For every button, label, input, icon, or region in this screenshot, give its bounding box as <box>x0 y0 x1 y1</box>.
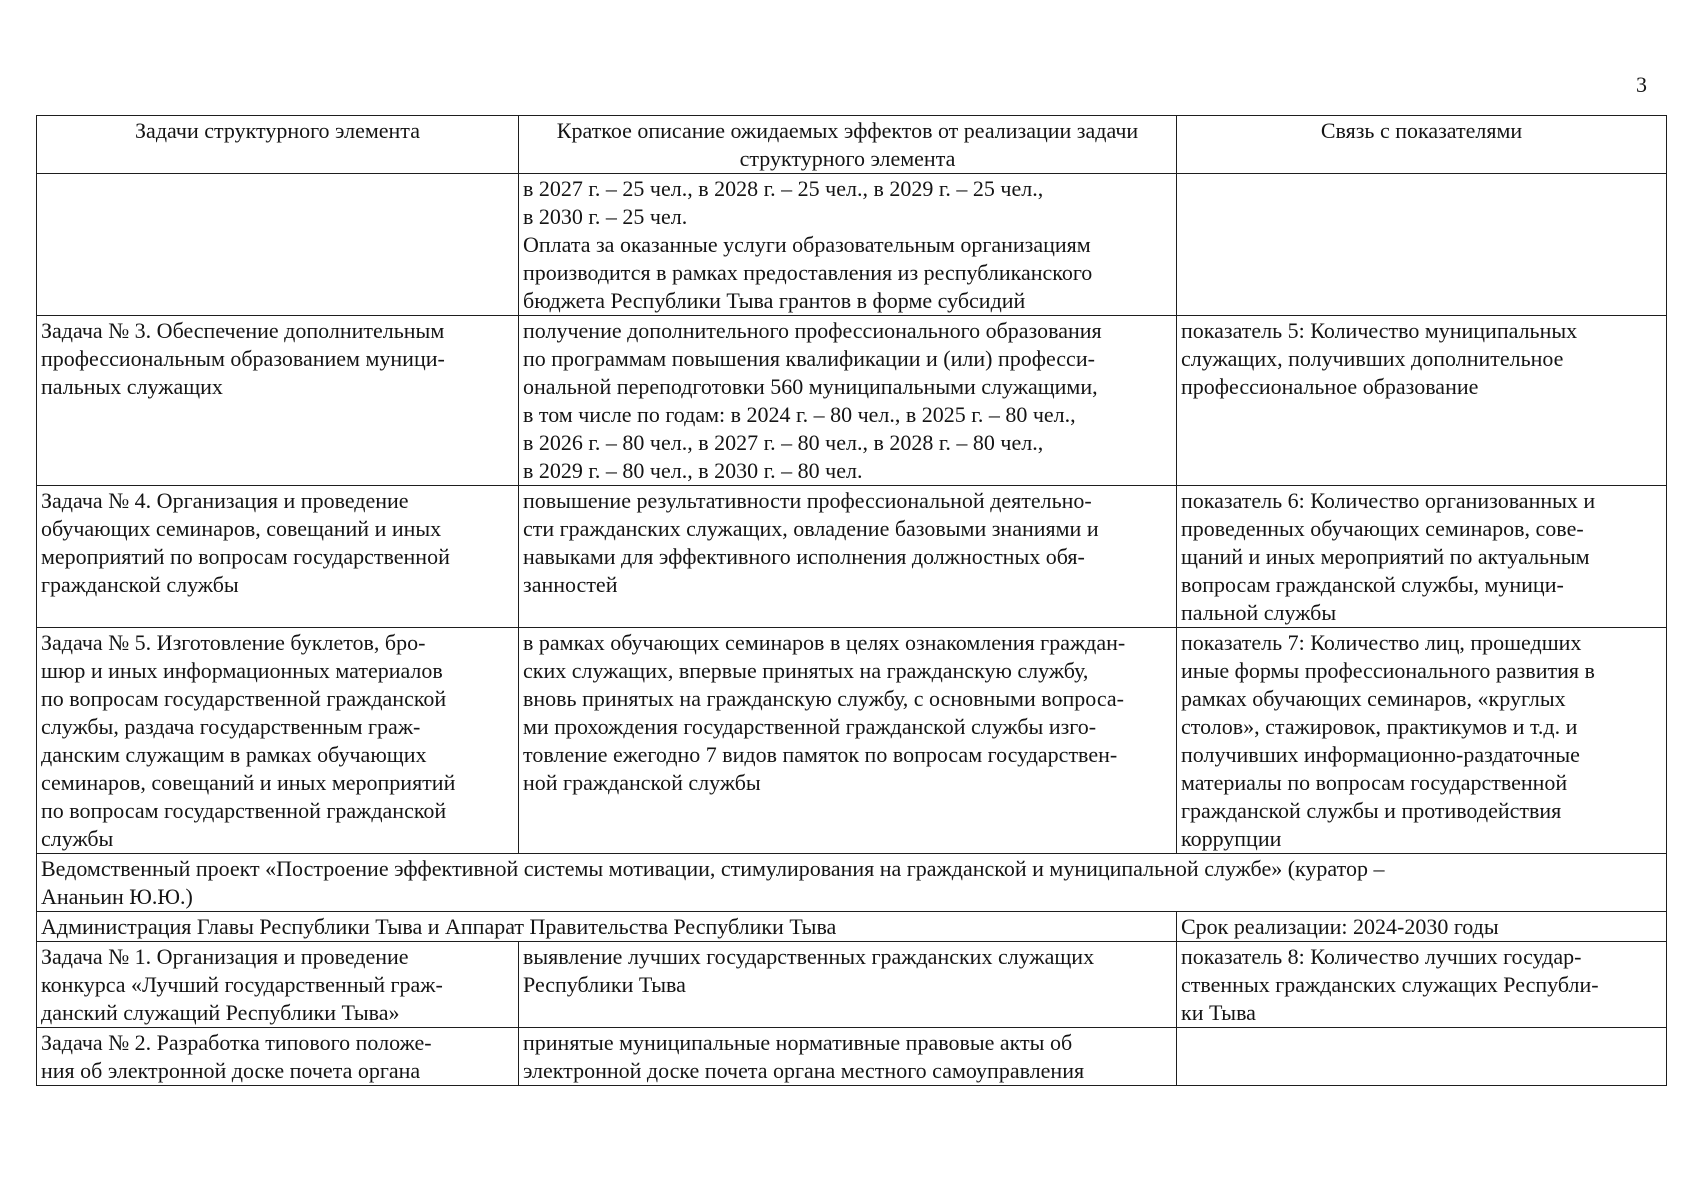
indicator-line: вопросам гражданской службы, муници- <box>1181 572 1564 597</box>
task-line: мероприятий по вопросам государственной <box>41 544 450 569</box>
task-line: Задача № 4. Организация и проведение <box>41 488 409 513</box>
indicator-line: коррупции <box>1181 826 1282 851</box>
effect-line: сти гражданских служащих, овладение базовыми знаниями и <box>523 516 1099 541</box>
task-line: Задача № 2. Разработка типового положе- <box>41 1030 432 1055</box>
table-row-task-4 <box>37 486 1667 628</box>
effect-line: ских служащих, впервые принятых на гражданскую службу, <box>523 658 1089 683</box>
indicator-cell <box>1177 1028 1667 1086</box>
task-line: Задача № 1. Организация и проведение <box>41 944 409 969</box>
table-row-task-5 <box>37 628 1667 854</box>
effect-line: Оплата за оказанные услуги образовательным организациям <box>523 232 1091 257</box>
effect-line: бюджета Республики Тыва грантов в форме субсидий <box>523 288 1026 313</box>
project-title-line: Ведомственный проект «Построение эффективной системы мотивации, стимулирования на гражданской и муниципальной службе» (куратор – <box>41 856 1385 881</box>
header-indicators: Связь с показателями <box>1177 116 1667 174</box>
task-line: по вопросам государственной гражданской <box>41 798 447 823</box>
indicator-line: проведенных обучающих семинаров, сове- <box>1181 516 1584 541</box>
indicator-line: получивших информационно-раздаточные <box>1181 742 1580 767</box>
header-effects: Краткое описание ожидаемых эффектов от реализации задачи структурного элемента <box>519 116 1177 174</box>
effect-line: вновь принятых на гражданскую службу, с основными вопроса- <box>523 686 1124 711</box>
indicator-line: служащих, получивших дополнительное <box>1181 346 1564 371</box>
effect-cell <box>519 628 1177 854</box>
indicator-cell <box>1177 942 1667 1028</box>
indicator-cell <box>1177 316 1667 486</box>
effect-line: навыками для эффективного исполнения должностных обя- <box>523 544 1085 569</box>
effect-line: электронной доске почета органа местного самоуправления <box>523 1058 1085 1083</box>
header-tasks: Задачи структурного элемента <box>37 116 519 174</box>
indicator-line: столов», стажировок, практикумов и т.д. и <box>1181 714 1578 739</box>
indicator-line: показатель 8: Количество лучших государ- <box>1181 944 1582 969</box>
table-row-project-task-2 <box>37 1028 1667 1086</box>
effect-line: по программам повышения квалификации и (или) професси- <box>523 346 1095 371</box>
table-row-project-task-1 <box>37 942 1667 1028</box>
indicator-line: иные формы профессионального развития в <box>1181 658 1595 683</box>
effect-line: в 2029 г. – 80 чел., в 2030 г. – 80 чел. <box>523 458 863 483</box>
effect-line: в том числе по годам: в 2024 г. – 80 чел., в 2025 г. – 80 чел., <box>523 402 1076 427</box>
task-line: Задача № 3. Обеспечение дополнительным <box>41 318 445 343</box>
table-row-continuation <box>37 174 1667 316</box>
task-cell <box>37 174 519 316</box>
effect-line: в 2027 г. – 25 чел., в 2028 г. – 25 чел., в 2029 г. – 25 чел., <box>523 176 1044 201</box>
effect-line: повышение результативности профессиональной деятельно- <box>523 488 1092 513</box>
task-line: обучающих семинаров, совещаний и иных <box>41 516 442 541</box>
effect-line: принятые муниципальные нормативные правовые акты об <box>523 1030 1073 1055</box>
task-line: шюр и иных информационных материалов <box>41 658 443 683</box>
indicator-cell <box>1177 486 1667 628</box>
structural-element-table <box>36 115 1667 1086</box>
effect-line: получение дополнительного профессионального образования <box>523 318 1102 343</box>
indicator-line: показатель 7: Количество лиц, прошедших <box>1181 630 1582 655</box>
effect-cell <box>519 1028 1177 1086</box>
indicator-line: ственных гражданских служащих Республи- <box>1181 972 1599 997</box>
task-line: ния об электронной доске почета органа <box>41 1058 421 1083</box>
indicator-line: ки Тыва <box>1181 1000 1256 1025</box>
effect-line: занностей <box>523 572 618 597</box>
indicator-line: профессиональное образование <box>1181 374 1479 399</box>
effect-line: производится в рамках предоставления из республиканского <box>523 260 1093 285</box>
task-cell <box>37 316 519 486</box>
effect-line: ми прохождения государственной гражданской службы изго- <box>523 714 1097 739</box>
effect-line: выявление лучших государственных гражданских служащих <box>523 944 1095 969</box>
task-line: данский служащий Республики Тыва» <box>41 1000 400 1025</box>
task-cell <box>37 942 519 1028</box>
effect-cell <box>519 486 1177 628</box>
project-title-cell <box>37 854 1667 912</box>
indicator-line: пальной службы <box>1181 600 1337 625</box>
task-line: данским служащим в рамках обучающих <box>41 742 427 767</box>
indicator-line: щаний и иных мероприятий по актуальным <box>1181 544 1590 569</box>
indicator-cell <box>1177 628 1667 854</box>
effect-line: в 2026 г. – 80 чел., в 2027 г. – 80 чел., в 2028 г. – 80 чел., <box>523 430 1044 455</box>
task-cell <box>37 486 519 628</box>
page-number: 3 <box>1636 72 1647 97</box>
project-responsible: Администрация Главы Республики Тыва и Аппарат Правительства Республики Тыва <box>37 912 1177 942</box>
indicator-line: гражданской службы и противодействия <box>1181 798 1562 823</box>
task-cell <box>37 1028 519 1086</box>
task-line: профессиональным образованием муници- <box>41 346 445 371</box>
indicator-cell <box>1177 174 1667 316</box>
effect-line: в 2030 г. – 25 чел. <box>523 204 688 229</box>
task-line: гражданской службы <box>41 572 239 597</box>
effect-line: ной гражданской службы <box>523 770 761 795</box>
task-line: по вопросам государственной гражданской <box>41 686 447 711</box>
effect-line: в рамках обучающих семинаров в целях ознакомления граждан- <box>523 630 1126 655</box>
project-title-line: Ананьин Ю.Ю.) <box>41 884 193 909</box>
task-line: семинаров, совещаний и иных мероприятий <box>41 770 456 795</box>
table-row-project-title <box>37 854 1667 912</box>
task-line: пальных служащих <box>41 374 223 399</box>
effect-cell <box>519 942 1177 1028</box>
task-line: конкурса «Лучший государственный граж- <box>41 972 443 997</box>
indicator-line: показатель 6: Количество организованных и <box>1181 488 1596 513</box>
task-line: службы <box>41 826 114 851</box>
effect-line: Республики Тыва <box>523 972 686 997</box>
task-line: службы, раздача государственным граж- <box>41 714 421 739</box>
task-cell <box>37 628 519 854</box>
task-line: Задача № 5. Изготовление буклетов, бро- <box>41 630 426 655</box>
effect-cell <box>519 316 1177 486</box>
indicator-line: материалы по вопросам государственной <box>1181 770 1568 795</box>
table-row-task-3 <box>37 316 1667 486</box>
effect-cell <box>519 174 1177 316</box>
effect-line: товление ежегодно 7 видов памяток по вопросам государствен- <box>523 742 1118 767</box>
indicator-line: рамках обучающих семинаров, «круглых <box>1181 686 1566 711</box>
indicator-line: показатель 5: Количество муниципальных <box>1181 318 1578 343</box>
table-header-row <box>37 116 1667 174</box>
effect-line: ональной переподготовки 560 муниципальными служащими, <box>523 374 1098 399</box>
table-row-project-meta <box>37 912 1667 942</box>
project-term: Срок реализации: 2024-2030 годы <box>1177 912 1667 942</box>
